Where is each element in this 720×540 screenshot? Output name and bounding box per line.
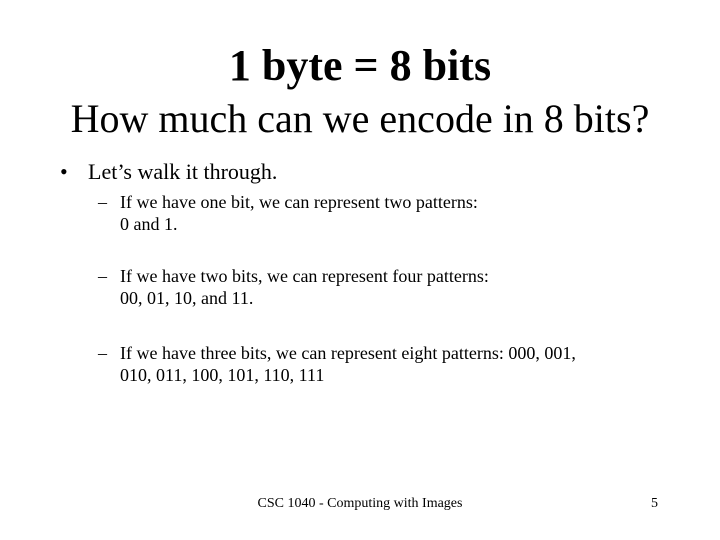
bullet-item: [60, 157, 277, 187]
subpoint-line: If we have three bits, we can represent eight patterns: 000, 001,: [120, 343, 576, 363]
subpoint-marker: –: [98, 192, 107, 212]
subpoint-line: If we have two bits, we can represent four patterns:: [120, 266, 489, 286]
slide-subtitle: How much can we encode in 8 bits?: [70, 96, 650, 141]
slide-title: 1 byte = 8 bits: [228, 41, 492, 90]
page-number: 5: [651, 496, 658, 511]
bullet-marker: •: [60, 159, 68, 184]
subpoint-line: 00, 01, 10, and 11.: [120, 288, 254, 308]
bullet-text: Let’s walk it through.: [88, 159, 278, 184]
subpoint-two-bits: [98, 265, 698, 309]
subpoint-line: 010, 011, 100, 101, 110, 111: [120, 365, 325, 385]
footer-course-title: CSC 1040 - Computing with Images: [257, 496, 463, 511]
subpoint-marker: –: [98, 343, 107, 363]
subpoint-one-bit: [98, 191, 698, 235]
subpoint-marker: –: [98, 266, 107, 286]
subpoint-line: 0 and 1.: [120, 214, 178, 234]
subpoint-line: If we have one bit, we can represent two patterns:: [120, 192, 478, 212]
subpoint-three-bits: [98, 342, 698, 386]
